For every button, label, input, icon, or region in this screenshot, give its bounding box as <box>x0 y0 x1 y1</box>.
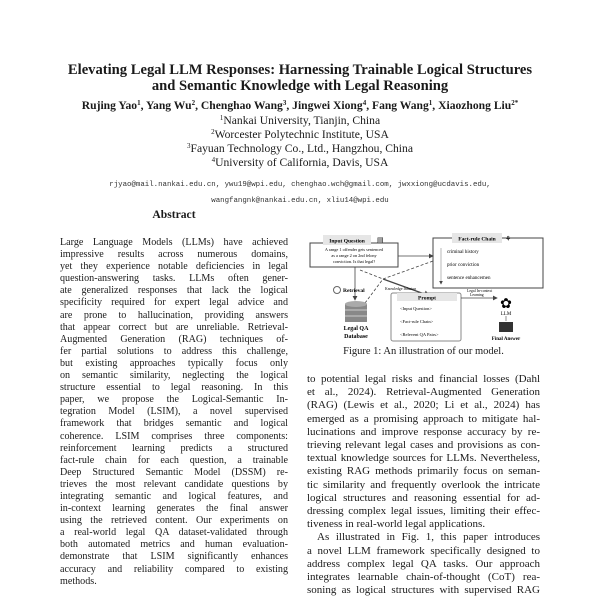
author-sup: 2 <box>191 99 196 107</box>
body-line: tic similarity and frequently overlook the intricate <box>307 478 540 491</box>
document-icon: ▤ <box>377 236 384 244</box>
abstract-line: fer partial solutions to address this challenge, <box>60 345 288 357</box>
abstract-line: using the retrieved content. Our experiments on <box>60 515 288 527</box>
abstract-line: in-context learning generates the final answer <box>60 503 288 515</box>
figure-caption: Figure 1: An illustration of our model. <box>343 346 504 357</box>
llm-label: LLM <box>500 312 512 317</box>
affiliation-text: Fayuan Technology Co., Ltd., Hangzhou, China <box>190 142 413 155</box>
author-sup: 3 <box>282 99 287 107</box>
abstract-line: ate generalized responses that lack the logical <box>60 285 288 297</box>
affiliation <box>0 156 600 170</box>
body-line: integrates learnable chain-of-thought (CoT) rea- <box>307 571 540 584</box>
knowledge-infusion-label: Knowledge Infusion <box>385 287 417 291</box>
database-label: Database <box>344 334 368 340</box>
abstract-line: yet they experience notable deficiencies in legal <box>60 261 288 273</box>
fact-rule-label: Fact-rule Chain <box>458 236 496 243</box>
body-line: to potential legal risks and financial losses (Dahl <box>307 373 540 385</box>
question-text: as a range 2 on 2nd felony <box>331 253 377 258</box>
body-line: soning as logical structures with supervised RAG <box>307 584 540 597</box>
icl-label: Legal In-context <box>467 289 493 293</box>
abstract-line: Deep Structured Semantic Model (DSSM) re- <box>60 466 288 478</box>
question-text: A range 1 offender gets sentenced <box>324 247 384 252</box>
abstract-line: fact-rule chain for each question, a trainable <box>60 454 288 466</box>
question-text: conviction. Is that legal? <box>332 259 376 264</box>
body-line: et al., 2024). Retrieval-Augmented Generation <box>307 386 540 399</box>
author-name: Fang Wang <box>371 99 429 112</box>
abstract-line: trieves the most relevant candidate questions by <box>60 478 288 490</box>
email-list: rjyao@mail.nankai.edu.cn, ywu19@wpi.edu, chenghao.wch@gmail.com, jwxxiong@ucdavis.edu, wangfangnk@nankai.edu.cn, xliu14@wpi.edu <box>109 181 491 205</box>
abstract-line: methods. <box>60 575 97 587</box>
fact-rule-item: prior conviction <box>447 263 480 268</box>
monitor-icon <box>499 322 513 332</box>
abstract-line: tegration Model (LSIM), a novel supervised <box>60 406 288 418</box>
search-icon <box>334 287 341 294</box>
prompt-item: <Fact-rule Chain> <box>400 319 434 324</box>
body-line: (RAG) (Lewis et al., 2020; Li et al., 2024) has <box>307 399 540 412</box>
affiliation-sup: 2 <box>211 128 215 136</box>
abstract-line: Large Language Models (LLMs) have achieved <box>60 237 288 248</box>
author-name: Chenghao Wang <box>200 99 283 112</box>
abstract-line: reinforcement learning predicts a structured <box>60 442 288 454</box>
input-question-label: Input Question <box>329 238 365 245</box>
body-line: trieving relevant legal cases and provisions as con- <box>307 439 540 452</box>
abstract-line: integrating semantic and logical features, and <box>60 490 288 502</box>
abstract-heading: Abstract <box>152 208 196 221</box>
body-line: logical structures and reasoning essential for ad- <box>307 491 540 504</box>
abstract-line: question-answering tasks. LLMs often gener- <box>60 273 288 285</box>
fact-rule-item: criminal history <box>447 250 479 255</box>
affiliation <box>0 128 600 142</box>
author-name: Yang Wu <box>145 99 192 112</box>
abstract-line: structure essential to legal reasoning. In this <box>60 382 288 394</box>
paper-title: Elevating Legal LLM Responses: Harnessing Trainable Logical Structures and Semantic Knowledge with Legal Reasoning <box>67 62 533 94</box>
body-line: As illustrated in Fig. 1, this paper introduces <box>317 531 540 544</box>
abstract-line: coherence. LSIM comprises three components: <box>60 430 288 442</box>
affiliation-sup: 1 <box>219 114 224 122</box>
abstract-line: a real-world legal QA dataset-validated through <box>60 527 288 539</box>
author-sup: 1 <box>137 99 141 107</box>
llm-logo-icon: ✿ <box>500 297 512 312</box>
prompt-item: <Relevent QA Pairs> <box>400 332 439 337</box>
author-sup: 4 <box>362 99 367 107</box>
affiliation-sup: 3 <box>187 142 191 150</box>
body-line: lucinations and improve response accuracy by re- <box>307 425 540 438</box>
author-name: Jingwei Xiong <box>292 99 363 112</box>
author-name: Rujing Yao <box>81 99 138 112</box>
abstract-line: on semantic similarity, neglecting the logical <box>60 370 288 382</box>
body-text-right <box>307 373 540 597</box>
body-line: a novel LLM framework specifically designed to <box>307 544 540 557</box>
affiliation-sup: 4 <box>211 156 216 164</box>
abstract-line: are prone to hallucination, providing answers <box>60 309 288 321</box>
body-line: emerged as a promising approach to mitigate hal- <box>307 412 540 425</box>
abstract-line: but existing approaches typically focus only <box>60 357 288 369</box>
retrieval-label: Retrieval <box>343 288 365 294</box>
abstract-line: both automated metrics and human evaluation- <box>60 539 288 551</box>
database-icon <box>345 301 367 322</box>
body-line: tiveness in real-world legal applications. <box>307 518 486 531</box>
affiliation-text: University of California, Davis, USA <box>215 156 389 169</box>
abstract-body <box>60 237 288 588</box>
body-line: address complex legal QA tasks. Our approach <box>307 557 540 570</box>
author-name: Xiaozhong Liu <box>438 99 512 112</box>
abstract-line: specificity required for expert legal advice and <box>60 297 288 309</box>
body-line: existing RAG methods primarily focus on seman- <box>307 465 540 478</box>
affiliation <box>0 114 600 128</box>
network-icon: ⚘ <box>505 235 512 243</box>
abstract-line: impressive results across numerous domains, <box>60 249 288 261</box>
body-line: textual knowledge sources for LLMs. Nevertheless, <box>307 452 540 465</box>
prompt-item: <Input Question> <box>400 306 432 311</box>
abstract-line: that appear correct but are unreliable. Retrieval- <box>60 321 288 333</box>
abstract-line: framework that bridges semantic and logical <box>60 418 288 430</box>
body-line: dressing complex legal issues, limiting their effec- <box>307 505 540 518</box>
abstract-line: Augmented Generation (RAG) techniques of- <box>60 333 288 345</box>
author-sup: 2* <box>511 99 519 107</box>
abstract-line: accuracy and reliability compared to existing <box>60 563 288 575</box>
abstract-line: paper, we propose the Logical-Semantic In- <box>60 394 288 406</box>
affiliation-text: Nankai University, Tianjin, China <box>223 114 381 127</box>
affiliation <box>0 142 600 156</box>
fact-rule-item: sentence enhancemen <box>447 276 491 281</box>
final-answer-label: Final Answer <box>491 337 521 342</box>
author-list: Rujing Yao$^1$, Yang Wu$^2$, Chenghao Wang$^3$, Jingwei Xiong$^4$, Fang Wang$^1$, Xiaozhong Liu$^{2*}$ <box>81 99 519 112</box>
author-sup: 1 <box>428 99 433 107</box>
affiliations <box>0 114 600 170</box>
abstract-line: demonstrate that LSIM significantly enhances <box>60 551 288 563</box>
prompt-label: Prompt <box>418 295 436 302</box>
database-label: Legal QA <box>343 326 369 332</box>
affiliation-text: Worcester Polytechnic Institute, USA <box>214 128 389 141</box>
icl-label: Learning <box>470 293 484 297</box>
model-figure <box>305 228 545 343</box>
